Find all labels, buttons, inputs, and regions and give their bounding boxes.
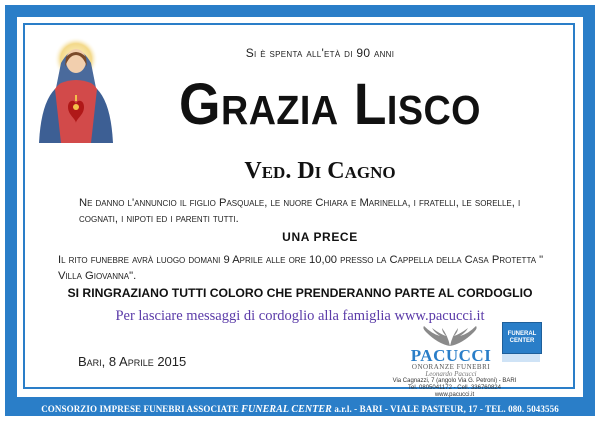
logo-script: Leonardo Pacucci: [425, 370, 477, 378]
footer-brand: FUNERAL CENTER: [241, 404, 332, 415]
announcement-text: Ne danno l'annuncio il figlio Pasquale, le nuore Chiara e Marinella, i fratelli, le sorelle, i cognati, i nipoti ed i parenti tutti.: [79, 197, 521, 225]
badge-line2: CENTER: [509, 338, 535, 344]
prayer-heading: UNA PRECE: [282, 230, 358, 244]
badge-line1: FUNERAL: [507, 331, 537, 337]
logo-website[interactable]: www.pacucci.it: [434, 392, 475, 398]
footer-part2: a.r.l. - BARI - VIALE PASTEUR, 17 - TEL. 080. 5043556: [334, 404, 559, 414]
logo-address: Via Cagnazzi, 7 (angolo Via G. Petroni) - BARI: [392, 378, 517, 384]
age-line: Si è spenta all'età di 90 anni: [245, 46, 395, 60]
footer-text: [41, 404, 559, 415]
madonna-sacred-heart-image: [31, 33, 121, 143]
footer-part1: CONSORZIO IMPRESE FUNEBRI ASSOCIATE: [41, 404, 239, 414]
funeral-info-text: Il rito funebre avrà luogo domani 9 Aprile alle ore 10,00 presso la Cappella della Casa Protetta " Villa Giovanna".: [58, 254, 544, 282]
pacucci-logo-block: [372, 322, 572, 398]
logo-subtitle: ONORANZE FUNEBRI: [411, 363, 491, 371]
logo-phones: Tel. 0805041172 - Cell. 336760824: [408, 385, 501, 391]
date-line: Bari, 8 Aprile 2015: [78, 354, 187, 369]
logo-address-block: [372, 378, 537, 399]
deceased-name: Grazia Lisco: [179, 72, 481, 137]
logo-name: PACUCCI: [410, 346, 492, 365]
widow-of-line: Ved. Di Cagno: [244, 158, 396, 184]
angel-wings-icon: [420, 324, 480, 348]
badge-strip: [502, 354, 540, 362]
footer-bar: [5, 403, 595, 416]
thanks-line: SI RINGRAZIANO TUTTI COLORO CHE PRENDERANNO PARTE AL CORDOGLIO: [67, 286, 533, 300]
funeral-center-badge: [502, 322, 542, 354]
condolence-messages-link[interactable]: Per lasciare messaggi di cordoglio alla famiglia www.pacucci.it: [115, 308, 485, 324]
